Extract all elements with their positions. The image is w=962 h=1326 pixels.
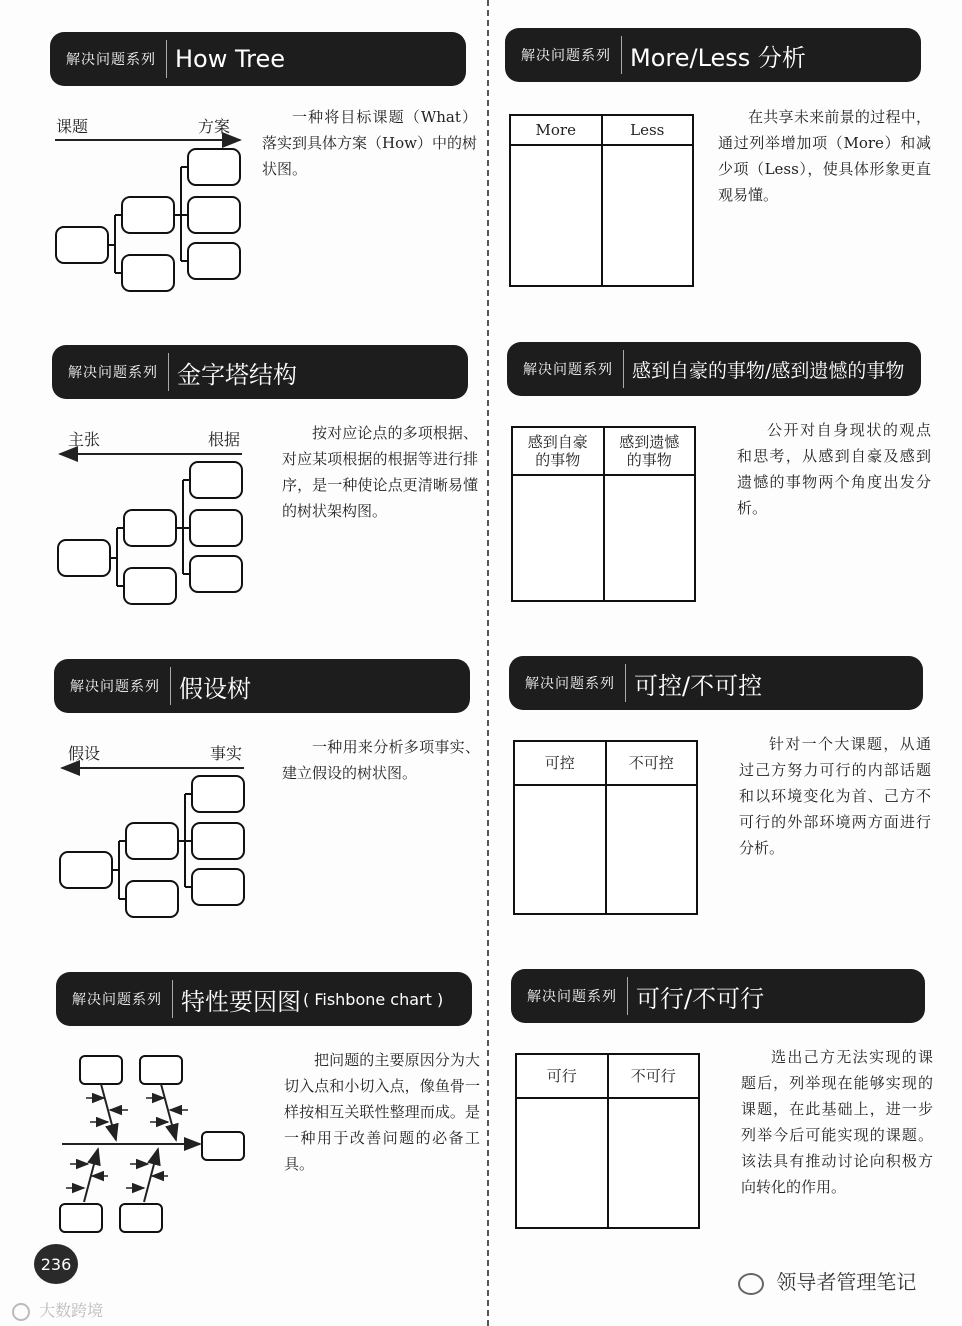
section-description: 把问题的主要原因分为大切入点和小切入点，像鱼骨一样按相互关联性整理而成。是一种用于改善问题的必备工具。: [284, 1051, 480, 1173]
tree-diagram: [50, 130, 250, 295]
tree-node: [124, 568, 176, 604]
section-description: 一种将目标课题（What）落实到具体方案（How）中的树状图。: [262, 108, 477, 178]
page-number: 236: [34, 1244, 78, 1284]
header-feasible: [511, 969, 925, 1023]
tree-node: [192, 823, 244, 859]
table-column: [515, 742, 605, 913]
section-title: More/Less 分析: [630, 43, 806, 72]
series-label: 解决问题系列: [527, 989, 617, 1005]
table-column: [601, 116, 693, 285]
series-label: 解决问题系列: [72, 992, 162, 1008]
two-column-table: [509, 114, 694, 287]
tree-node: [60, 852, 112, 888]
series-label: 解决问题系列: [525, 676, 615, 692]
series-label: 解决问题系列: [70, 679, 160, 695]
section-description: 公开对自身现状的观点和思考，从感到自豪及感到遗憾的事物两个角度出发分析。: [737, 421, 931, 517]
two-column-table: [513, 740, 698, 915]
series-label: 解决问题系列: [66, 52, 156, 68]
watermark-text: 大数跨境: [39, 1301, 104, 1320]
tree-node: [188, 197, 240, 233]
tree-node: [192, 869, 244, 905]
section-description: 针对一个大课题，从通过己方努力可行的内部话题和以环境变化为首、己方不可行的外部环境两方面进行分析。: [739, 735, 931, 857]
tree-node: [190, 556, 242, 592]
fishbone-diagram: [56, 1052, 252, 1234]
tree-node: [190, 462, 242, 498]
label-left: 课题: [56, 117, 89, 136]
two-column-table: [515, 1053, 700, 1229]
header-separator: [172, 980, 173, 1018]
tree-node: [122, 197, 174, 233]
section-description: 在共享未来前景的过程中，通过列举增加项（More）和减少项（Less），使具体形象更直观易懂。: [718, 108, 931, 204]
section-title: 感到自豪的事物/感到遗憾的事物: [632, 359, 905, 382]
section-subtitle: ( Fishbone chart ): [303, 989, 444, 1009]
corner-watermark: [12, 1298, 103, 1321]
tree-node: [122, 255, 174, 291]
tree-node: [192, 776, 244, 812]
section-title: How Tree: [175, 45, 285, 73]
header-separator: [168, 353, 169, 391]
header-how-tree: [50, 32, 466, 86]
series-label: 解决问题系列: [68, 365, 158, 381]
table-column: [603, 428, 695, 600]
section-description: 选出己方无法实现的课题后，列举现在能够实现的课题，在此基础上，进一步列举今后可能实现的课题。该法具有推动讨论向积极方向转化的作用。: [741, 1048, 933, 1196]
column-header: 感到遗憾的事物: [605, 428, 695, 476]
header-controllable: [509, 656, 923, 710]
header-separator: [166, 40, 167, 78]
column-header: 感到自豪的事物: [513, 428, 603, 476]
tree-node: [188, 243, 240, 279]
label-right: 方案: [198, 117, 231, 136]
table-column: [517, 1055, 607, 1227]
table-column: [605, 742, 697, 913]
series-label: 解决问题系列: [523, 362, 613, 378]
tree-node: [188, 149, 240, 185]
wechat-icon: [738, 1273, 764, 1295]
section-description: 按对应论点的多项根据、对应某项根据的根据等进行排序，是一种使论点更清晰易懂的树状架构图。: [282, 424, 478, 520]
header-separator: [621, 36, 622, 74]
header-separator: [627, 977, 628, 1015]
header-more-less: [505, 28, 921, 82]
section-title: 假设树: [179, 674, 251, 703]
table-column: [513, 428, 603, 600]
label-left: 主张: [68, 430, 101, 449]
section-title: 特性要因图: [181, 987, 301, 1016]
tree-node: [126, 881, 178, 917]
hypothesis-diagram: [54, 759, 254, 924]
label-right: 根据: [208, 430, 241, 449]
series-label: 解决问题系列: [521, 48, 611, 64]
header-separator: [623, 350, 624, 388]
column-header: 可控: [515, 742, 605, 786]
pyramid-diagram: [52, 445, 252, 610]
wechat-watermark: [738, 1266, 916, 1295]
two-column-table: [511, 426, 696, 602]
effect-box: [202, 1132, 244, 1160]
section-title: 可行/不可行: [636, 984, 765, 1013]
cause-box: [140, 1056, 182, 1084]
tree-node: [56, 227, 108, 263]
cause-box: [60, 1204, 102, 1232]
column-header: 可行: [517, 1055, 607, 1099]
section-title: 金字塔结构: [177, 360, 297, 389]
header-separator: [625, 664, 626, 702]
logo-icon: [12, 1303, 30, 1321]
tree-node: [190, 510, 242, 546]
header-pyramid: [52, 345, 468, 399]
cause-box: [80, 1056, 122, 1084]
section-title: 可控/不可控: [634, 671, 763, 700]
tree-node: [124, 510, 176, 546]
header-hypothesis-tree: [54, 659, 470, 713]
column-header: 不可控: [607, 742, 697, 786]
column-header: 不可行: [609, 1055, 699, 1099]
tree-node: [126, 823, 178, 859]
header-pride-regret: [507, 342, 921, 396]
label-right: 事实: [210, 744, 243, 763]
tree-node: [58, 540, 110, 576]
column-header: Less: [603, 116, 693, 146]
column-divider: [487, 0, 489, 1326]
header-separator: [170, 667, 171, 705]
watermark-text: 领导者管理笔记: [776, 1270, 917, 1294]
section-description: 一种用来分析多项事实、建立假设的树状图。: [282, 738, 480, 782]
table-column: [607, 1055, 699, 1227]
label-left: 假设: [68, 744, 101, 763]
column-header: More: [511, 116, 601, 146]
cause-box: [120, 1204, 162, 1232]
table-column: [511, 116, 601, 285]
header-fishbone: [56, 972, 472, 1026]
